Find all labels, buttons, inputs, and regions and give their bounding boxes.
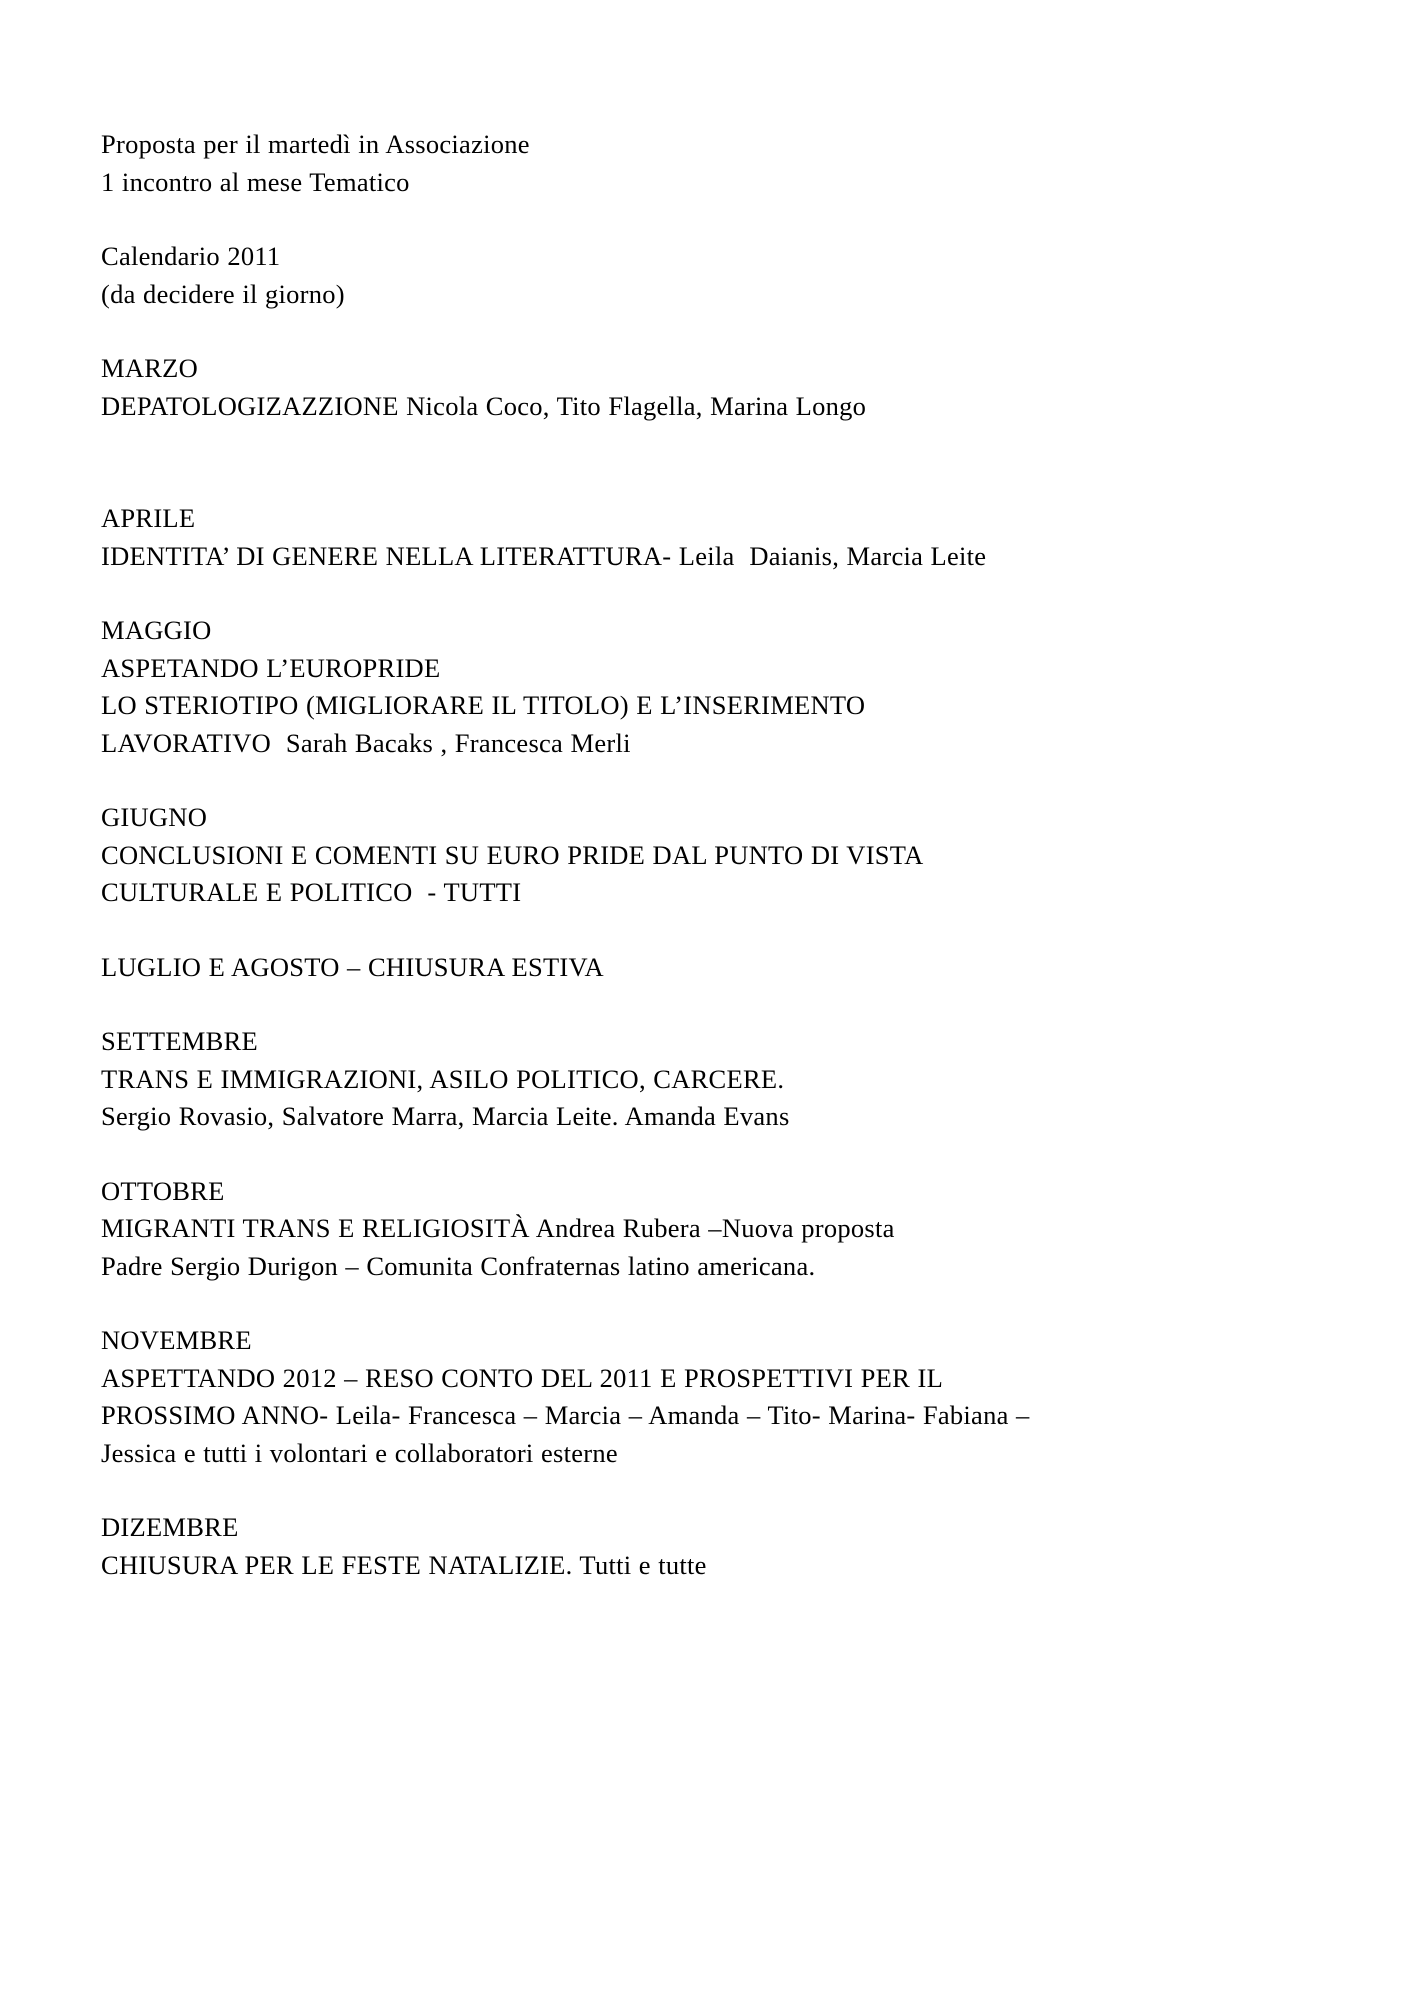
text-line: Padre Sergio Durigon – Comunita Confraternas latino americana. [101, 1250, 816, 1281]
text-line: (da decidere il giorno) [101, 278, 345, 309]
text-line: DEPATOLOGIZAZZIONE Nicola Coco, Tito Flagella, Marina Longo [101, 390, 867, 421]
text-line: CONCLUSIONI E COMENTI SU EURO PRIDE DAL PUNTO DI VISTA [101, 839, 924, 870]
month-dizembre [101, 1509, 1281, 1584]
text-line: LO STERIOTIPO (MIGLIORARE IL TITOLO) E L’INSERIMENTO [101, 690, 866, 720]
text-line: Calendario 2011 [101, 241, 281, 271]
month-marzo [101, 350, 1281, 425]
month-settembre [101, 1023, 1281, 1136]
paragraph-gap [101, 313, 1281, 350]
month-luglio-agosto [101, 949, 1281, 987]
text-line: Sergio Rovasio, Salvatore Marra, Marcia Leite. Amanda Evans [101, 1101, 790, 1131]
text-line: IDENTITA’ DI GENERE NELLA LITERATTURA- Leila Daianis, Marcia Leite [101, 540, 987, 571]
text-line: MIGRANTI TRANS E RELIGIOSITÀ Andrea Rubera –Nuova proposta [101, 1213, 895, 1243]
calendar-heading [101, 238, 1281, 313]
paragraph-gap [101, 575, 1281, 612]
text-line: MARZO [101, 353, 199, 383]
text-line: ASPETANDO L’EUROPRIDE [101, 652, 441, 683]
month-aprile [101, 500, 1281, 575]
text-line: SETTEMBRE [101, 1026, 258, 1056]
month-maggio [101, 612, 1281, 762]
text-line: LAVORATIVO Sarah Bacaks , Francesca Merli [101, 727, 631, 758]
text-line: DIZEMBRE [101, 1512, 239, 1542]
text-line: Proposta per il martedì in Associazione [101, 129, 530, 159]
intro [101, 126, 1281, 201]
document-text-body [101, 126, 1281, 1584]
paragraph-gap [101, 1472, 1281, 1509]
text-line: ASPETTANDO 2012 – RESO CONTO DEL 2011 E PROSPETTIVI PER IL [101, 1362, 944, 1393]
paragraph-gap [101, 762, 1281, 799]
text-line: PROSSIMO ANNO- Leila- Francesca – Marcia – Amanda – Tito- Marina- Fabiana – [101, 1400, 1030, 1430]
paragraph-gap [101, 425, 1281, 500]
text-line: Jessica e tutti i volontari e collaboratori esterne [101, 1437, 618, 1468]
text-line: 1 incontro al mese Tematico [101, 166, 410, 197]
paragraph-gap [101, 201, 1281, 238]
month-novembre [101, 1322, 1281, 1472]
text-line: TRANS E IMMIGRAZIONI, ASILO POLITICO, CARCERE. [101, 1063, 785, 1094]
text-line: LUGLIO E AGOSTO – CHIUSURA ESTIVA [101, 951, 604, 982]
paragraph-gap [101, 1136, 1281, 1173]
text-line: NOVEMBRE [101, 1325, 252, 1355]
text-line: CULTURALE E POLITICO - TUTTI [101, 877, 522, 907]
month-ottobre [101, 1173, 1281, 1286]
text-line: APRILE [101, 503, 196, 533]
paragraph-gap [101, 986, 1281, 1023]
text-line: CHIUSURA PER LE FESTE NATALIZIE. Tutti e tutte [101, 1549, 707, 1580]
text-line: OTTOBRE [101, 1175, 225, 1206]
text-line: GIUGNO [101, 802, 208, 832]
text-line: MAGGIO [101, 615, 212, 645]
paragraph-gap [101, 1285, 1281, 1322]
month-giugno [101, 799, 1281, 912]
paragraph-gap [101, 912, 1281, 949]
